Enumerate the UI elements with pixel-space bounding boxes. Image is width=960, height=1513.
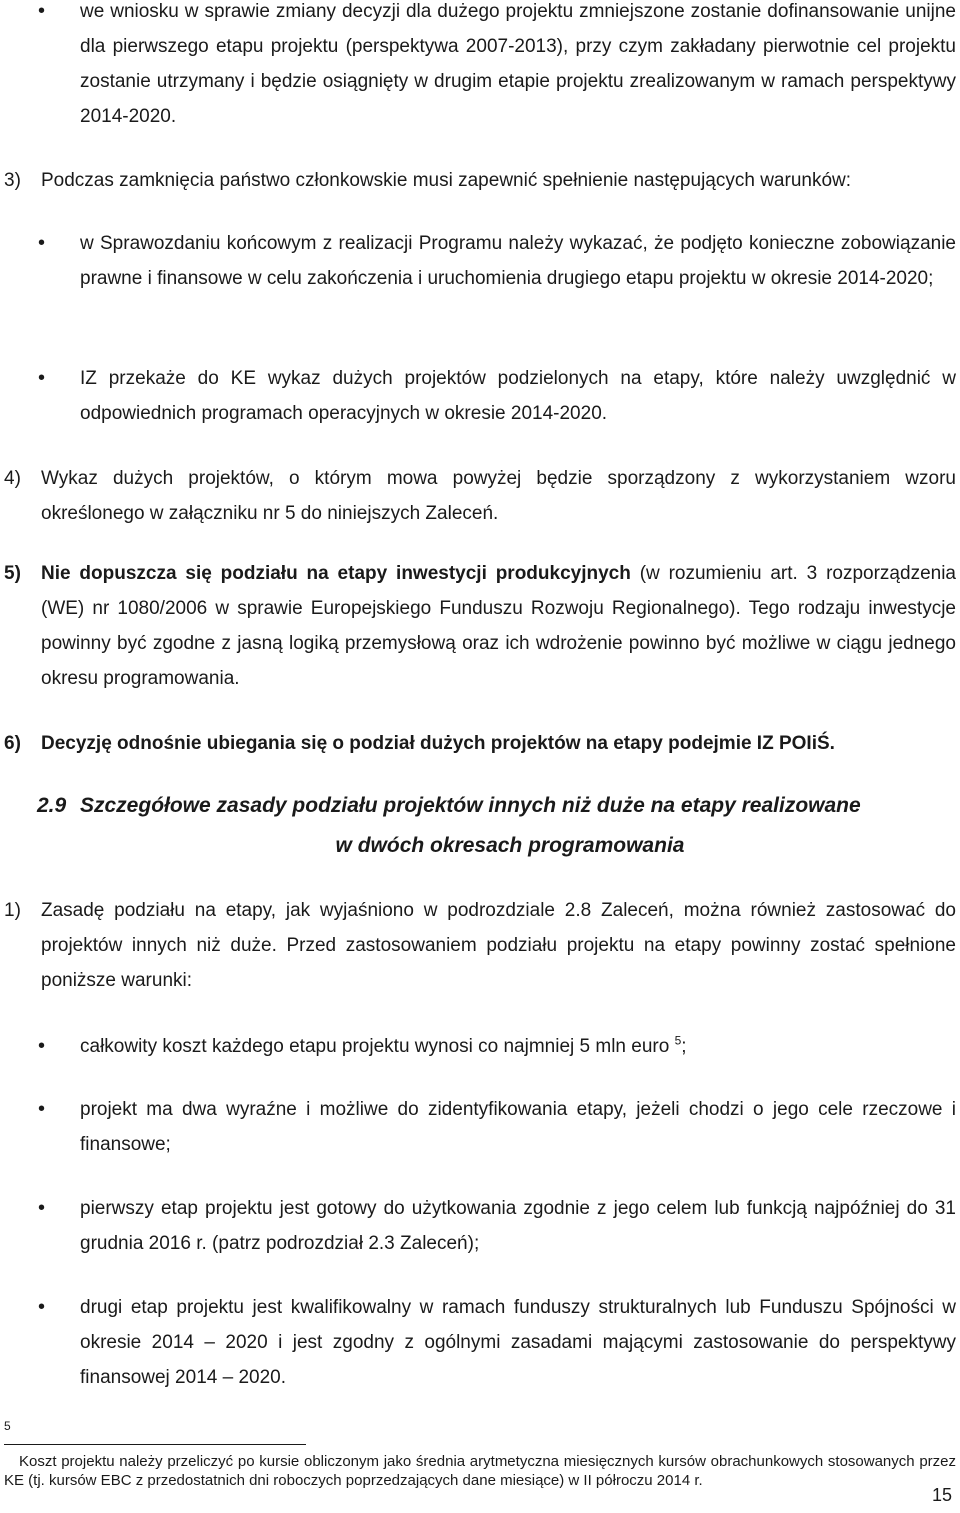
bullet-icon: • (38, 1098, 46, 1120)
bullet-icon: • (38, 1035, 46, 1057)
footnote-ref: 5 (674, 1033, 682, 1048)
page-number: 15 (932, 1485, 953, 1505)
footnote-divider (4, 1444, 306, 1445)
paragraph: pierwszy etap projektu jest gotowy do użytkowania zgodnie z jego celem lub funkcją najpóźniej do 31 grudnia 2016 r. (patrz podrozdział 2.3 Zaleceń); (80, 1198, 956, 1254)
paragraph: we wniosku w sprawie zmiany decyzji dla dużego projektu zmniejszone zostanie dofinansowanie unijne dla pierwszego etapu projektu (perspektywa 2007-2013), przy czym zakładany pierwotnie cel projektu zostanie utrzymany i będzie osiągnięty w drugim etapie projektu zrealizowanym w ramach perspektywy 2014-2020. (80, 1, 956, 127)
item-number: 4) (4, 468, 21, 489)
bullet-icon: • (38, 1197, 46, 1219)
footnote-number-sup: 5 (4, 1419, 11, 1433)
bullet-icon: • (38, 367, 46, 389)
paragraph (41, 556, 956, 696)
paragraph-tail: ; (681, 1036, 687, 1057)
paragraph: drugi etap projektu jest kwalifikowalny w ramach funduszy strukturalnych lub Funduszu Spójności w okresie 2014 – 2020 i jest zgodny z ogólnymi zasadami mającymi zastosowanie do perspektywy finansowej 2014 – 2020. (80, 1297, 956, 1388)
bullet-icon: • (38, 232, 46, 254)
bold-phrase: Nie dopuszcza się podziału na etapy inwestycji produkcyjnych (41, 563, 631, 584)
section-title: Szczegółowe zasady podziału projektów innych niż duże na etapy realizowane (80, 794, 861, 817)
section-number: 2.9 (37, 794, 67, 817)
bullet-icon: • (38, 1296, 46, 1318)
item-number: 5) (4, 563, 21, 584)
paragraph: Decyzję odnośnie ubiegania się o podział dużych projektów na etapy podejmie IZ POIiŚ. (41, 733, 835, 754)
paragraph: projekt ma dwa wyraźne i możliwe do zidentyfikowania etapy, jeżeli chodzi o jego cele rzeczowe i finansowe; (80, 1099, 956, 1155)
paragraph: Podczas zamknięcia państwo członkowskie musi zapewnić spełnienie następujących warunków: (41, 170, 852, 191)
bullet-icon: • (38, 0, 46, 22)
paragraph-text: całkowity koszt każdego etapu projektu wynosi co najmniej 5 mln euro (80, 1036, 670, 1057)
paragraph: Wykaz dużych projektów, o którym mowa powyżej będzie sporządzony z wykorzystaniem wzoru określonego w załączniku nr 5 do niniejszych Zaleceń. (41, 468, 956, 524)
paragraph: IZ przekaże do KE wykaz dużych projektów podzielonych na etapy, które należy uwzględnić w odpowiednich programach operacyjnych w okresie 2014-2020. (80, 368, 956, 424)
item-number: 1) (4, 900, 21, 921)
footnote-number (4, 1419, 18, 1441)
item-number: 6) (4, 733, 21, 754)
paragraph-text: (w rozumieniu art. 3 rozporządzenia (WE) nr 1080/2006 w sprawie Europejskiego Funduszu Rozwoju Regionalnego). Tego rodzaju inwestycje powinny być zgodne z jasną logiką przemysłową oraz ich wdrożenie powinno być możliwe w ciągu jednego okresu programowania. (41, 563, 956, 689)
paragraph: Zasadę podziału na etapy, jak wyjaśniono w podrozdziale 2.8 Zaleceń, można również zastosować do projektów innych niż duże. Przed zastosowaniem podziału projektu na etapy powinny zostać spełnione poniższe warunki: (41, 900, 956, 991)
paragraph: w Sprawozdaniu końcowym z realizacji Programu należy wykazać, że podjęto konieczne zobowiązanie prawne i finansowe w celu zakończenia i uruchomienia drugiego etapu projektu w okresie 2014-2020; (80, 233, 956, 289)
footnote-text: Koszt projektu należy przeliczyć po kursie obliczonym jako średnia arytmetyczna miesięcznych kursów obrachunkowych stosowanych przez KE (tj. kursów EBC z przedostatnich dni roboczych poprzedzających dane miesiące) w II półroczu 2014 r. (4, 1453, 956, 1489)
item-number: 3) (4, 170, 21, 191)
paragraph (80, 1029, 956, 1064)
section-title-line2: w dwóch okresach programowania (335, 834, 685, 857)
